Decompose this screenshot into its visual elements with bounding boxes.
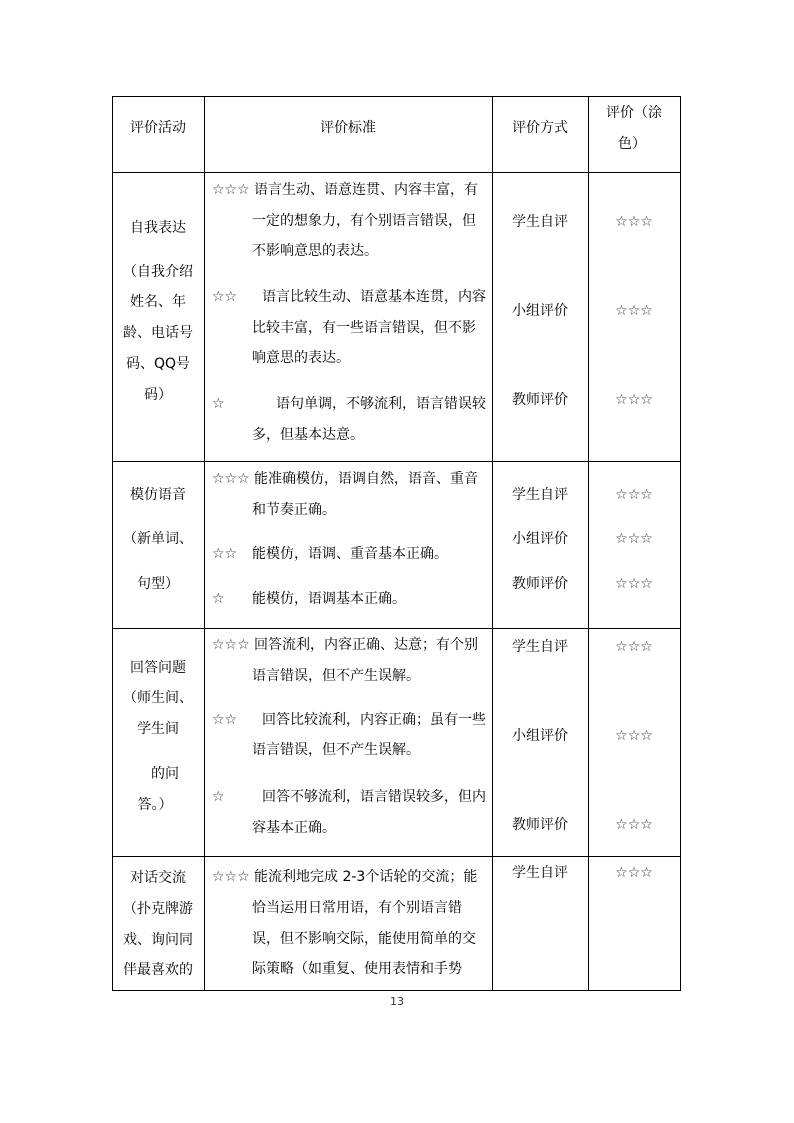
activity-line: （新单词、 [123, 531, 193, 547]
evaluation-method: 小组评价 [512, 531, 568, 547]
page-number: 13 [390, 995, 404, 1008]
evaluation-method: 教师评价 [512, 392, 568, 408]
criteria-stars: ☆☆☆ [212, 637, 250, 653]
header-rating-line1: 评价（涂 [606, 105, 662, 121]
criteria-text: 语言错误，但不产生误解。 [252, 668, 420, 684]
criteria-stars: ☆☆☆ [212, 869, 250, 885]
activity-line: 戏、询问同 [123, 932, 193, 948]
criteria-stars: ☆☆☆ [212, 471, 250, 487]
activity-line: 学生间 [137, 721, 179, 737]
table-border-top [112, 96, 681, 97]
criteria-text: 回答不够流利，语言错误较多，但内 [262, 789, 486, 805]
table-divider [112, 461, 681, 462]
criteria-text: 能模仿，语调、重音基本正确。 [252, 546, 448, 562]
criteria-text: 比较丰富，有一些语言错误，但不影 [252, 320, 476, 336]
rating-stars: ☆☆☆ [615, 531, 653, 547]
criteria-text: 语言错误，但不产生误解。 [252, 742, 420, 758]
criteria-text: 多，但基本达意。 [252, 427, 364, 443]
criteria-stars: ☆ [212, 396, 225, 412]
criteria-text: 容基本正确。 [252, 820, 336, 836]
rating-stars: ☆☆☆ [615, 639, 653, 655]
criteria-text: 语言生动、语意连贯、内容丰富，有 [254, 182, 478, 198]
activity-line: 码） [144, 387, 172, 403]
criteria-stars: ☆☆☆ [212, 182, 250, 198]
evaluation-method: 学生自评 [512, 865, 568, 881]
criteria-text: 回答比较流利，内容正确；虽有一些 [262, 712, 486, 728]
activity-line: 龄、电话号 [123, 325, 193, 341]
activity-line: 句型） [137, 576, 179, 592]
activity-line: 的问 [151, 766, 179, 782]
criteria-stars: ☆ [212, 591, 225, 607]
rating-stars: ☆☆☆ [615, 303, 653, 319]
rating-stars: ☆☆☆ [615, 865, 653, 881]
activity-line: 姓名、年 [130, 294, 186, 310]
evaluation-method: 学生自评 [512, 639, 568, 655]
rating-stars: ☆☆☆ [615, 576, 653, 592]
rating-stars: ☆☆☆ [615, 728, 653, 744]
evaluation-method: 学生自评 [512, 214, 568, 230]
header-activity: 评价活动 [130, 120, 186, 136]
criteria-text: 语言比较生动、语意基本连贯，内容 [262, 289, 486, 305]
criteria-text: 能流利地完成 2-3个话轮的交流；能 [254, 869, 478, 885]
activity-line: 伴最喜欢的 [123, 962, 193, 978]
table-border-left [112, 96, 113, 991]
criteria-stars: ☆☆ [212, 289, 238, 305]
criteria-stars: ☆☆ [212, 546, 238, 562]
evaluation-method: 教师评价 [512, 817, 568, 833]
activity-line: 自我表达 [130, 220, 186, 236]
criteria-stars: ☆☆ [212, 712, 238, 728]
criteria-text: 能模仿，语调基本正确。 [252, 591, 406, 607]
table-column-divider [204, 96, 205, 991]
activity-line: 码、QQ号 [125, 356, 191, 372]
evaluation-method: 教师评价 [512, 576, 568, 592]
activity-line: （扑克牌游 [123, 901, 193, 917]
table-column-divider [492, 96, 493, 991]
activity-line: 对话交流 [130, 870, 186, 886]
criteria-text: 一定的想象力，有个别语言错误，但 [252, 213, 476, 229]
criteria-text: 和节奏正确。 [252, 502, 336, 518]
header-method: 评价方式 [512, 120, 568, 136]
table-column-divider [588, 96, 589, 991]
criteria-text: 际策略（如重复、使用表情和手势 [252, 961, 462, 977]
criteria-text: 不影响意思的表达。 [252, 243, 378, 259]
evaluation-method: 学生自评 [512, 487, 568, 503]
evaluation-method: 小组评价 [512, 728, 568, 744]
table-divider [112, 628, 681, 629]
criteria-text: 语句单调，不够流利，语言错误较 [276, 396, 486, 412]
activity-line: （自我介绍 [123, 264, 193, 280]
activity-line: （师生间、 [123, 690, 193, 706]
activity-line: 答。） [137, 797, 173, 813]
header-standard: 评价标准 [320, 120, 376, 136]
table-border-bottom [112, 990, 681, 991]
criteria-text: 响意思的表达。 [252, 350, 350, 366]
table-divider [112, 172, 681, 173]
criteria-text: 能准确模仿，语调自然，语音、重音 [254, 471, 478, 487]
activity-line: 模仿语音 [130, 487, 186, 503]
rating-stars: ☆☆☆ [615, 214, 653, 230]
evaluation-method: 小组评价 [512, 303, 568, 319]
criteria-text: 误，但不影响交际，能使用简单的交 [252, 931, 476, 947]
table-border-right [680, 96, 681, 991]
rating-stars: ☆☆☆ [615, 487, 653, 503]
table-divider [112, 856, 681, 857]
header-rating-line2: 色） [618, 136, 646, 152]
activity-line: 回答问题 [130, 660, 186, 676]
criteria-text: 恰当运用日常用语，有个别语言错 [252, 900, 462, 916]
rating-stars: ☆☆☆ [615, 817, 653, 833]
criteria-text: 回答流利，内容正确、达意；有个别 [254, 637, 478, 653]
criteria-stars: ☆ [212, 789, 225, 805]
rating-stars: ☆☆☆ [615, 392, 653, 408]
